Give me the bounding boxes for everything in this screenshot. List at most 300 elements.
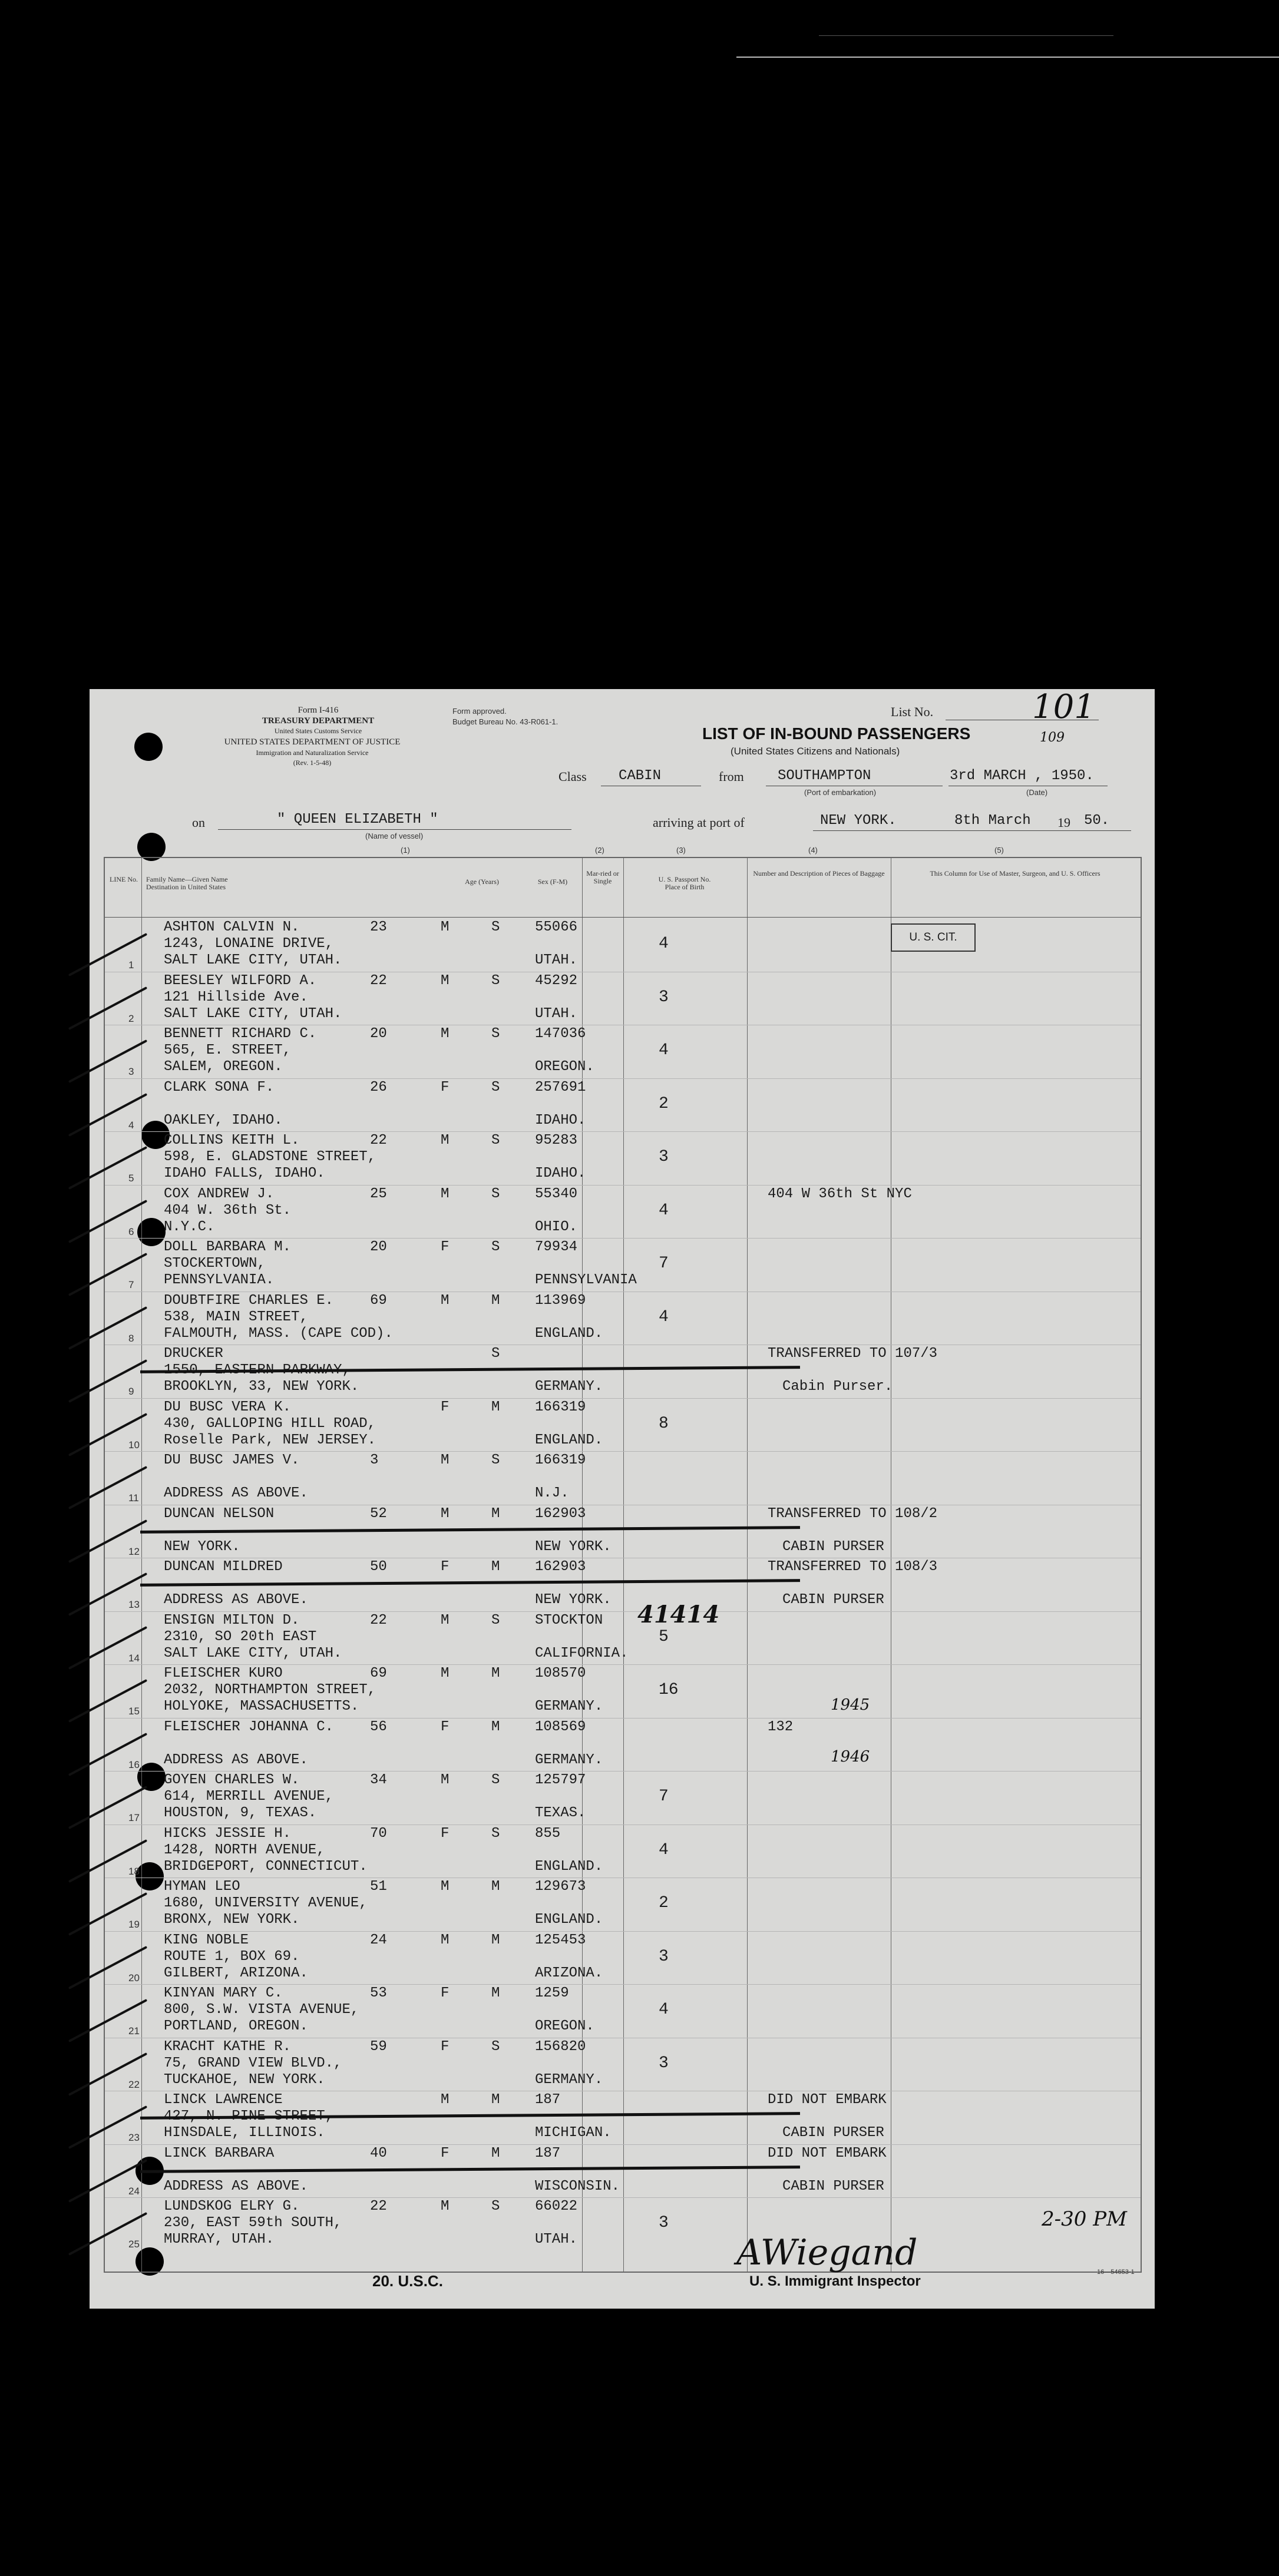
passport-number: 66022 [535,2198,578,2214]
place-of-birth: NEW YORK. [535,1592,612,1608]
line-number: 2 [128,1012,134,1024]
address-line-1: 2032, NORTHAMPTON STREET, [164,1682,376,1698]
passenger-sex: M [441,1932,450,1948]
passenger-age: 20 [370,1026,387,1042]
stockton-number: 41414 [637,1601,720,1628]
check-mark [68,1146,147,1190]
marital-status: M [491,1292,500,1309]
address-line-2: FALMOUTH, MASS. (CAPE COD). [164,1325,393,1342]
row-divider [105,1131,1141,1132]
baggage-count: 7 [659,1254,669,1273]
table-row [105,1185,1141,1239]
baggage-count: 2 [659,1894,669,1912]
line-number: 3 [128,1066,134,1077]
check-mark [68,1253,147,1296]
passenger-age: 22 [370,2198,387,2214]
line-number: 21 [128,2025,140,2037]
passenger-age: 26 [370,1079,387,1095]
address-line-1: 1680, UNIVERSITY AVENUE, [164,1895,368,1911]
passenger-name: BENNETT RICHARD C. [164,1026,317,1042]
form-number: Form I-416 [298,706,339,715]
table-row [105,1931,1141,1985]
passenger-sex: F [441,1399,450,1415]
place-of-birth: GERMANY. [535,1751,603,1768]
baggage-count: 3 [659,1947,669,1966]
marital-status: S [491,1612,500,1628]
passport-number: 1259 [535,1985,569,2001]
page-subtitle: (United States Citizens and Nationals) [731,746,900,757]
address-line-2: ADDRESS AS ABOVE. [164,2178,308,2194]
address-line-1: 2310, SO 20th EAST [164,1628,317,1645]
passport-number: 162903 [535,1505,586,1522]
address-line-2: HINSDALE, ILLINOIS. [164,2125,325,2141]
officer-remark-2: Cabin Purser. [782,1379,893,1395]
passenger-age: 59 [370,2038,387,2055]
us-citizen-stamp: U. S. CIT. [891,923,976,952]
officer-remark-2: CABIN PURSER [782,1538,884,1555]
passenger-sex: M [441,1452,450,1468]
passenger-age: 22 [370,1133,387,1148]
passenger-age: 69 [370,1292,387,1309]
col-header-sex: Sex (F-M) [537,878,568,886]
officer-remark: DID NOT EMBARK [768,2092,887,2108]
embarkation-caption: (Port of embarkation) [804,788,877,797]
passenger-age: 20 [370,1239,387,1255]
line-number: 6 [128,1226,134,1237]
row-divider [105,2197,1141,2198]
address-line-2: BRIDGEPORT, CONNECTICUT. [164,1858,368,1875]
passenger-name: HICKS JESSIE H. [164,1825,292,1842]
passenger-name: KRACHT KATHE R. [164,2038,292,2055]
address-line-1: 121 Hillside Ave. [164,989,308,1005]
passenger-sex: M [441,919,450,935]
passenger-name: COX ANDREW J. [164,1186,275,1202]
marital-status: M [491,1719,500,1735]
line-number: 17 [128,1812,140,1823]
passenger-age: 69 [370,1666,387,1681]
passenger-name: COLLINS KEITH L. [164,1133,300,1148]
passenger-name: FLEISCHER JOHANNA C. [164,1719,334,1735]
ins-service: Immigration and Naturalization Service [256,749,369,757]
place-of-birth: TEXAS. [535,1805,586,1821]
baggage-count: 7 [659,1787,669,1806]
address-line-2: N.Y.C. [164,1219,215,1235]
passenger-sex: M [441,1612,450,1628]
baggage-count: 4 [659,1840,669,1859]
passenger-name: DUNCAN MILDRED [164,1559,283,1575]
place-of-birth: CALIFORNIA. [535,1645,629,1661]
row-divider [105,1185,1141,1186]
baggage-count: 3 [659,2214,669,2232]
line-number: 7 [128,1279,134,1290]
passenger-name: DOUBTFIRE CHARLES E. [164,1292,334,1309]
check-mark [68,1359,147,1403]
place-of-birth: MICHIGAN. [535,2125,612,2141]
address-line-2: PENNSYLVANIA. [164,1272,275,1288]
table-row [105,918,1141,972]
passenger-age: 25 [370,1186,387,1202]
address-line-2: SALT LAKE CITY, UTAH. [164,1005,342,1022]
address-line-2: PORTLAND, OREGON. [164,2018,308,2034]
passport-number: 156820 [535,2038,586,2055]
inspector-caption: U. S. Immigrant Inspector [749,2273,921,2289]
address-line-1: 614, MERRILL AVENUE, [164,1789,334,1804]
passenger-name: KINYAN MARY C. [164,1985,283,2001]
table-row [105,1025,1141,1079]
row-divider [105,1771,1141,1772]
place-of-birth: GERMANY. [535,2071,603,2088]
officer-remark: TRANSFERRED TO 107/3 [768,1346,938,1362]
col-header-married: Mar-ried or Single [586,869,619,885]
passenger-age: 3 [370,1452,379,1468]
line-number: 23 [128,2132,140,2143]
line-number: 25 [128,2239,140,2250]
marital-status: M [491,1399,500,1415]
baggage-count: 4 [659,1307,669,1326]
place-of-birth: UTAH. [535,1005,578,1022]
passenger-sex: M [441,1772,450,1788]
check-mark [68,1200,147,1243]
passenger-name: LINCK BARBARA [164,2145,275,2161]
passport-number: 166319 [535,1452,586,1468]
line-number: 24 [128,2185,140,2197]
table-row [105,1718,1141,1772]
passenger-sex: M [441,1186,450,1202]
table-row [105,2091,1141,2145]
officer-remark-2: CABIN PURSER [782,2178,884,2194]
passenger-sex: F [441,1985,450,2001]
passport-number: 95283 [535,1133,578,1148]
place-of-birth: ARIZONA. [535,1965,603,1981]
col-header-officers: This Column for Use of Master, Surgeon, and U. S. Officers [930,869,1100,878]
passenger-age: 56 [370,1719,387,1735]
passenger-name: BEESLEY WILFORD A. [164,972,317,989]
address-line-1: 1428, NORTH AVENUE, [164,1842,325,1858]
form-approved: Form approved. [452,707,507,716]
passport-number: 257691 [535,1079,586,1095]
passport-number: 187 [535,2145,561,2161]
row-divider [105,1078,1141,1079]
col-header-age: Age (Years) [465,878,499,886]
place-of-birth: ENGLAND. [535,1325,603,1342]
col-header-line: LINE No. [110,875,138,883]
address-line-1: 430, GALLOPING HILL ROAD, [164,1415,376,1432]
officer-remark: 132 [768,1719,794,1735]
passenger-age: 50 [370,1559,387,1575]
marital-status: S [491,1772,500,1788]
marital-status: S [491,1079,500,1095]
list-no-label: List No. [891,704,934,719]
place-of-birth: PENNSYLVANIA [535,1272,637,1288]
marital-status: S [491,972,500,989]
passenger-sex: F [441,1825,450,1842]
place-of-birth: GERMANY. [535,1379,603,1395]
col-num-4: (4) [808,846,818,855]
baggage-count: 3 [659,2054,669,2072]
marital-status: M [491,1879,500,1895]
table-row [105,1345,1141,1399]
passenger-sex: F [441,1559,450,1575]
scan-edge-line [819,35,1113,36]
passenger-sex: M [441,2198,450,2214]
table-row [105,1611,1141,1666]
line-number: 11 [128,1492,139,1504]
table-row [105,2144,1141,2198]
check-mark [68,933,147,976]
passenger-age: 22 [370,972,387,989]
marital-status: S [491,1186,500,1202]
address-line-2: GILBERT, ARIZONA. [164,1965,308,1981]
col-num-1: (1) [401,846,410,855]
address-line-2: ADDRESS AS ABOVE. [164,1485,308,1501]
justice-dept: UNITED STATES DEPARTMENT OF JUSTICE [224,737,401,747]
passport-number: 55066 [535,919,578,935]
passport-number: 108569 [535,1719,586,1735]
address-line-1: 75, GRAND VIEW BLVD., [164,2055,342,2071]
passenger-sex: F [441,2038,450,2055]
row-divider [105,1398,1141,1399]
marital-status: M [491,1559,500,1575]
table-row [105,1398,1141,1452]
table-row [105,1451,1141,1505]
line-number: 16 [128,1759,140,1770]
address-line-2: MURRAY, UTAH. [164,2231,275,2247]
passport-number: 147036 [535,1026,586,1042]
table-row [105,1825,1141,1879]
page-title: LIST OF IN-BOUND PASSENGERS [702,724,971,743]
marital-status: M [491,1505,500,1522]
place-of-birth: ENGLAND. [535,1432,603,1448]
passenger-age: 34 [370,1772,387,1788]
officer-remark: TRANSFERRED TO 108/3 [768,1559,938,1575]
list-number-sub: 109 [1040,730,1065,745]
passport-number: 129673 [535,1879,586,1895]
year-annotation: 1945 [831,1696,870,1714]
col-num-5: (5) [994,846,1004,855]
table-row [105,1078,1141,1133]
col-num-2: (2) [595,846,604,855]
place-of-birth: OHIO. [535,1219,578,1235]
baggage-count: 5 [659,1627,669,1646]
passenger-age: 23 [370,919,387,935]
passport-number: 113969 [535,1292,586,1309]
row-divider [105,1664,1141,1665]
address-line-2: BRONX, NEW YORK. [164,1912,300,1928]
inspector-signature: AWiegand [736,2232,918,2273]
passenger-table [104,857,1142,2273]
place-of-birth: IDAHO. [535,1166,586,1181]
passenger-age: 52 [370,1505,387,1522]
table-row [105,972,1141,1026]
row-divider [105,1611,1141,1612]
table-row [105,1238,1141,1292]
passport-number: 162903 [535,1559,586,1575]
row-divider [105,1984,1141,1985]
passenger-sex: F [441,1079,450,1095]
passenger-sex: M [441,1292,450,1309]
passenger-name: ENSIGN MILTON D. [164,1612,300,1628]
passenger-age: 22 [370,1612,387,1628]
marital-status: S [491,1825,500,1842]
from-label: from [719,769,744,784]
passenger-name: GOYEN CHARLES W. [164,1772,300,1788]
passenger-name: DU BUSC VERA K. [164,1399,292,1415]
address-line-2: NEW YORK. [164,1538,240,1555]
place-of-birth: UTAH. [535,952,578,968]
passenger-sex: M [441,972,450,989]
check-mark [68,1306,147,1350]
passport-number: 108570 [535,1666,586,1681]
table-row [105,2038,1141,2092]
check-mark [68,1093,147,1137]
address-line-2: SALEM, OREGON. [164,1059,283,1075]
passenger-name: CLARK SONA F. [164,1079,275,1095]
place-of-birth: GERMANY. [535,1698,603,1714]
passport-number: 166319 [535,1399,586,1415]
vessel-caption: (Name of vessel) [365,832,424,840]
table-row [105,1878,1141,1932]
vessel-underline [218,829,571,830]
class-value: CABIN [619,768,662,784]
marital-status: M [491,2092,500,2108]
marital-status: M [491,1985,500,2001]
passport-number: STOCKTON [535,1612,603,1628]
col-header-passport: U. S. Passport No. Place of Birth [658,875,711,891]
address-line-2: TUCKAHOE, NEW YORK. [164,2071,325,2088]
table-row [105,1771,1141,1825]
marital-status: S [491,1452,500,1468]
form-revision: (Rev. 1-5-48) [293,759,332,767]
line-number: 12 [128,1545,140,1557]
passport-number: 125453 [535,1932,586,1948]
address-line-2: SALT LAKE CITY, UTAH. [164,952,342,968]
baggage-count: 8 [659,1414,669,1433]
address-line-1: 800, S.W. VISTA AVENUE, [164,2002,359,2018]
vessel-name: " QUEEN ELIZABETH " [277,812,438,827]
place-of-birth: ENGLAND. [535,1858,603,1875]
passenger-age: 53 [370,1985,387,2001]
passport-number: 45292 [535,972,578,989]
line-number: 14 [128,1652,140,1664]
address-line-2: OAKLEY, IDAHO. [164,1112,283,1128]
strike-through-line [140,1526,800,1534]
passenger-name: LINCK LAWRENCE [164,2092,283,2108]
line-number: 13 [128,1599,140,1610]
passenger-sex: F [441,1719,450,1735]
passenger-age: 51 [370,1879,387,1895]
place-of-birth: OREGON. [535,2018,594,2034]
baggage-count: 3 [659,1148,669,1166]
passenger-name: DRUCKER [164,1346,223,1362]
officer-remark: TRANSFERRED TO 108/2 [768,1505,938,1522]
address-line-1: 538, MAIN STREET, [164,1309,308,1325]
list-number: 101 [1032,688,1095,726]
address-line-1: 1243, LONAINE DRIVE, [164,936,334,952]
passenger-name: HYMAN LEO [164,1879,240,1895]
row-divider [105,1718,1141,1719]
passenger-sex: M [441,1133,450,1148]
line-number: 22 [128,2078,140,2090]
col-header-name: Family Name—Given Name Destination in United States [146,875,228,891]
line-number: 20 [128,1972,140,1984]
on-label: on [192,815,205,830]
table-row [105,1664,1141,1719]
place-of-birth: WISCONSIN. [535,2178,620,2194]
marital-status: S [491,1133,500,1148]
header-divider [105,917,1141,918]
baggage-count: 4 [659,2001,669,2019]
passport-number: 187 [535,2092,561,2108]
strike-through-line [140,1579,800,1587]
address-line-1: 230, EAST 59th SOUTH, [164,2215,342,2231]
marital-status: S [491,1026,500,1042]
customs-service: United States Customs Service [274,727,362,735]
baggage-count: 4 [659,1041,669,1059]
address-line-2: BROOKLYN, 33, NEW YORK. [164,1379,359,1395]
col-header-baggage: Number and Description of Pieces of Baggage [753,869,885,878]
passenger-sex: M [441,1666,450,1681]
check-mark [68,986,147,1030]
marital-status: M [491,1666,500,1681]
passenger-name: ASHTON CALVIN N. [164,919,300,935]
row-divider [105,1451,1141,1452]
passenger-sex: F [441,1239,450,1255]
check-mark [68,1039,147,1083]
table-row [105,1558,1141,1612]
address-line-2: SALT LAKE CITY, UTAH. [164,1645,342,1661]
officer-remark-2: CABIN PURSER [782,1592,884,1608]
line-number: 10 [128,1439,140,1451]
address-line-2: HOUSTON, 9, TEXAS. [164,1805,317,1821]
embarkation-date: 3rd MARCH , 1950. [950,768,1094,784]
year-annotation: 1946 [831,1748,870,1766]
place-of-birth: IDAHO. [535,1112,586,1128]
place-of-birth: N.J. [535,1485,569,1501]
usc-code: 20. U.S.C. [372,2272,443,2290]
address-line-2: HOLYOKE, MASSACHUSETTS. [164,1698,359,1714]
place-of-birth: UTAH. [535,2231,578,2247]
budget-bureau: Budget Bureau No. 43-R061-1. [452,717,558,726]
treasury-dept: TREASURY DEPARTMENT [262,716,375,726]
passenger-name: DUNCAN NELSON [164,1505,275,1522]
address-line-2: ADDRESS AS ABOVE. [164,1751,308,1768]
row-divider [105,2144,1141,2145]
marital-status: S [491,1346,500,1362]
passenger-name: FLEISCHER KURO [164,1666,283,1681]
arrival-year: 50. [1084,813,1110,829]
arrival-underline [813,830,1131,831]
baggage-count: 4 [659,935,669,953]
arrival-date: 8th March [954,813,1031,829]
row-divider [105,1238,1141,1239]
passenger-name: DU BUSC JAMES V. [164,1452,300,1468]
passenger-sex: M [441,1026,450,1042]
passenger-sex: F [441,2145,450,2161]
line-number: 5 [128,1173,134,1184]
address-line-1: 404 W. 36th St. [164,1202,292,1219]
marital-status: S [491,2038,500,2055]
time-annotation: 2-30 PM [1042,2207,1127,2231]
baggage-count: 2 [659,1094,669,1113]
print-code: 16—54653-1 [1097,2269,1135,2276]
baggage-count: 4 [659,1201,669,1220]
table-row [105,1131,1141,1186]
address-line-1: 598, E. GLADSTONE STREET, [164,1149,376,1165]
place-of-birth: OREGON. [535,1059,594,1075]
place-of-birth: NEW YORK. [535,1538,612,1555]
marital-status: M [491,2145,500,2161]
passenger-age: 70 [370,1825,387,1842]
